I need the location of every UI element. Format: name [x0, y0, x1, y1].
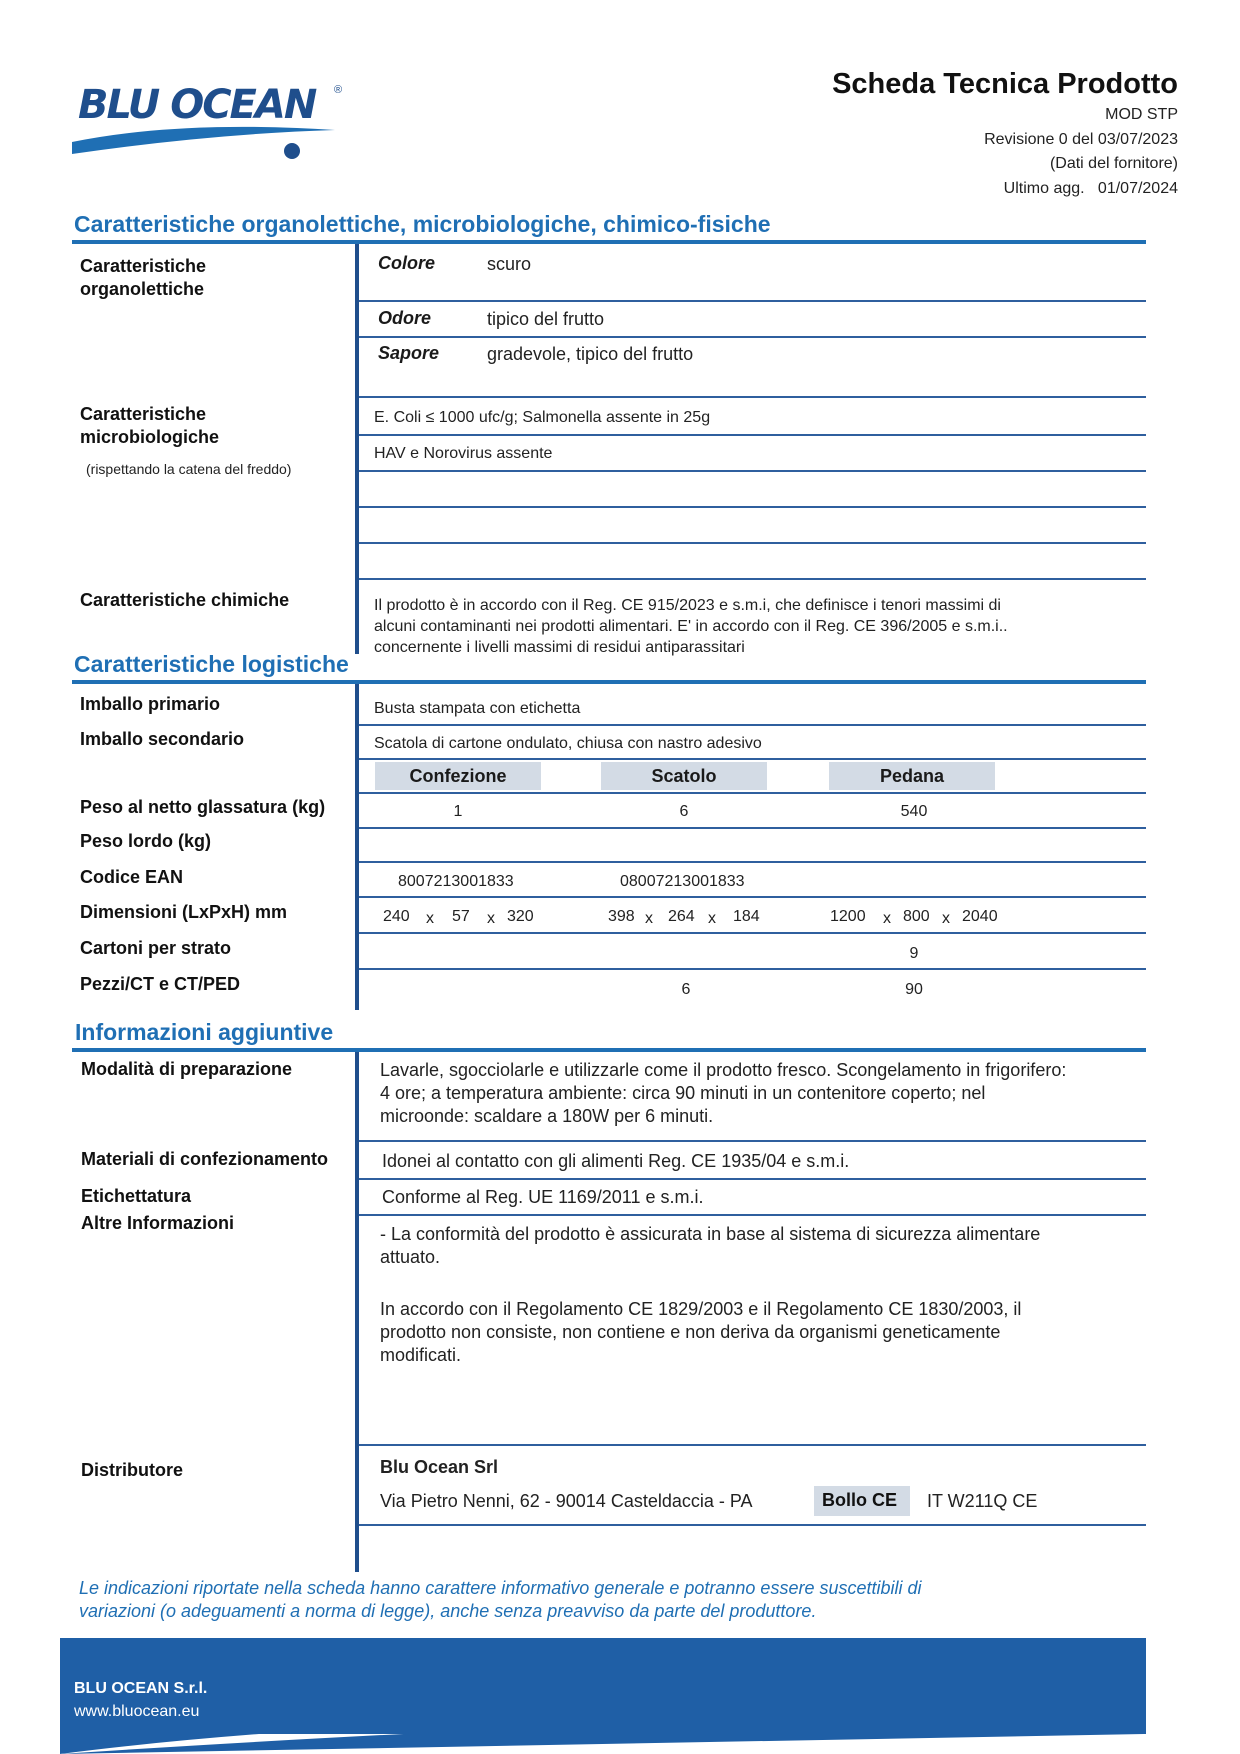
row-divider	[359, 542, 1146, 544]
row-divider	[359, 968, 1146, 970]
other-info-line-1a: - La conformità del prodotto è assicurata in base al sistema di sicurezza alimentare	[380, 1224, 1041, 1244]
gross-weight-label: Peso lordo (kg)	[80, 831, 212, 851]
logo-wave-icon	[70, 82, 350, 162]
distributor-address: Via Pietro Nenni, 62 - 90014 Casteldaccia - PA	[380, 1491, 753, 1511]
labeling-value: Conforme al Reg. UE 1169/2011 e s.m.i.	[382, 1187, 704, 1207]
net-weight-scatolo: 6	[679, 803, 689, 820]
row-divider	[359, 396, 1146, 398]
row-divider	[359, 758, 1146, 760]
net-weight-label: Peso al netto glassatura (kg)	[80, 797, 326, 817]
section-logistics-title: Caratteristiche logistiche	[74, 651, 349, 677]
packaging-materials-value: Idonei al contatto con gli alimenti Reg. CE 1935/04 e s.m.i.	[382, 1151, 850, 1171]
brand-logo	[70, 82, 350, 162]
dim-separator: x	[883, 910, 891, 927]
column-divider	[355, 244, 359, 654]
chemical-line-3: concernente i livelli massimi di residui antiparassitari	[374, 639, 745, 656]
secondary-packaging-value: Scatola di cartone ondulato, chiusa con nastro adesivo	[374, 735, 762, 752]
last-update	[1004, 180, 1178, 198]
preparation-label: Modalità di preparazione	[81, 1059, 293, 1079]
column-header-pedana: Pedana	[829, 762, 995, 790]
ean-label: Codice EAN	[80, 867, 184, 887]
primary-packaging-value: Busta stampata con etichetta	[374, 700, 581, 717]
section-additional-title: Informazioni aggiuntive	[75, 1019, 334, 1045]
dim-pedana-p: 800	[903, 908, 930, 925]
logo-text: BLU OCEAN	[78, 82, 316, 128]
column-divider	[355, 1052, 359, 1572]
dim-scatolo-l: 398	[608, 908, 635, 925]
odore-value: tipico del frutto	[487, 309, 605, 329]
preparation-line-1: Lavarle, sgocciolarle e utilizzarle come il prodotto fresco. Scongelamento in frigorifero:	[380, 1060, 1067, 1080]
dim-pedana-l: 1200	[830, 908, 866, 925]
ean-scatolo: 08007213001833	[620, 873, 745, 890]
disclaimer-line-1: Le indicazioni riportate nella scheda hanno carattere informativo generale e potranno essere suscettibili di	[79, 1578, 922, 1598]
row-divider	[359, 861, 1146, 863]
primary-packaging-label: Imballo primario	[80, 694, 221, 714]
cartons-per-layer-value: 9	[909, 945, 919, 962]
dim-separator: x	[487, 910, 495, 927]
section-divider	[72, 680, 1146, 684]
row-divider	[359, 827, 1146, 829]
pieces-label: Pezzi/CT e CT/PED	[80, 974, 241, 994]
packaging-materials-label: Materiali di confezionamento	[81, 1149, 329, 1169]
dim-confezione-l: 240	[383, 908, 410, 925]
row-divider	[359, 336, 1146, 338]
row-divider	[359, 506, 1146, 508]
labeling-label: Etichettatura	[81, 1186, 192, 1206]
revision-text: Revisione 0 del 03/07/2023	[984, 131, 1178, 148]
footer-bar	[60, 1684, 1146, 1734]
distributor-name: Blu Ocean Srl	[380, 1457, 499, 1477]
pieces-pedana: 90	[905, 981, 923, 998]
preparation-line-2: 4 ore; a temperatura ambiente: circa 90 minuti in un contenitore coperto; nel	[380, 1083, 986, 1103]
ean-confezione: 8007213001833	[398, 873, 514, 890]
dim-scatolo-p: 264	[668, 908, 695, 925]
supplier-note: (Dati del fornitore)	[1049, 155, 1178, 172]
row-divider	[359, 792, 1146, 794]
other-info-line-2b: prodotto non consiste, non contiene e non deriva da organismi geneticamente	[380, 1322, 1001, 1342]
chemical-label: Caratteristiche chimiche	[80, 590, 290, 610]
section-divider	[72, 1048, 1146, 1052]
section-organoleptic-title: Caratteristiche organolettiche, microbiologiche, chimico-fisiche	[74, 211, 771, 237]
pieces-scatolo: 6	[681, 981, 691, 998]
dim-scatolo-h: 184	[733, 908, 760, 925]
dim-confezione-h: 320	[507, 908, 534, 925]
row-divider	[359, 300, 1146, 302]
row-divider	[359, 434, 1146, 436]
last-update-label: Ultimo agg.	[1003, 180, 1085, 197]
footer-website[interactable]: www.bluocean.eu	[74, 1703, 200, 1720]
bollo-ce-label: Bollo CE	[822, 1490, 897, 1510]
micro-virus: HAV e Norovirus assente	[374, 445, 553, 462]
other-info-line-2c: modificati.	[380, 1345, 462, 1365]
bollo-ce-value: IT W211Q CE	[927, 1491, 1038, 1511]
secondary-packaging-label: Imballo secondario	[80, 729, 245, 749]
column-header-confezione: Confezione	[375, 762, 541, 790]
preparation-line-3: microonde: scaldare a 180W per 6 minuti.	[380, 1106, 714, 1126]
row-divider	[359, 1140, 1146, 1142]
microbiological-label: Caratteristiche microbiologiche	[80, 404, 220, 447]
row-divider	[359, 578, 1146, 580]
disclaimer-line-2: variazioni (o adeguamenti a norma di legge), anche senza preavviso da parte del produttore.	[79, 1601, 817, 1621]
micro-ecoli: E. Coli ≤ 1000 ufc/g; Salmonella assente in 25g	[374, 409, 711, 426]
logo-registered: ®	[334, 84, 343, 96]
row-divider	[359, 1178, 1146, 1180]
colore-key: Colore	[378, 253, 436, 273]
distributor-label: Distributore	[81, 1460, 184, 1480]
section-divider	[72, 240, 1146, 244]
cartons-per-layer-label: Cartoni per strato	[80, 938, 232, 958]
footer-company: BLU OCEAN S.r.l.	[74, 1680, 208, 1697]
other-info-line-2a: In accordo con il Regolamento CE 1829/2003 e il Regolamento CE 1830/2003, il	[380, 1299, 1022, 1319]
other-info-label: Altre Informazioni	[81, 1213, 235, 1233]
row-divider	[359, 896, 1146, 898]
net-weight-pedana: 540	[900, 803, 928, 820]
dim-separator: x	[645, 910, 653, 927]
dimensions-label: Dimensioni (LxPxH) mm	[80, 902, 288, 922]
organoleptic-label: Caratteristiche organolettiche	[80, 256, 207, 299]
sapore-value: gradevole, tipico del frutto	[487, 344, 694, 364]
mod-code: MOD STP	[1105, 106, 1178, 123]
column-header-scatolo: Scatolo	[601, 762, 767, 790]
row-divider	[359, 1214, 1146, 1216]
dim-separator: x	[708, 910, 716, 927]
sapore-key: Sapore	[378, 343, 440, 363]
row-divider	[359, 932, 1146, 934]
row-divider	[359, 1444, 1146, 1446]
row-divider	[359, 470, 1146, 472]
dim-separator: x	[942, 910, 950, 927]
chemical-line-2: alcuni contaminanti nei prodotti alimentari. E' in accordo con il Reg. CE 396/2005 e s.m.i..	[374, 618, 1008, 635]
dim-pedana-h: 2040	[962, 908, 998, 925]
chemical-line-1: Il prodotto è in accordo con il Reg. CE 915/2023 e s.m.i, che definisce i tenori massimi di	[374, 597, 1001, 614]
net-weight-confezione: 1	[453, 803, 463, 820]
dim-separator: x	[426, 910, 434, 927]
odore-key: Odore	[378, 308, 432, 328]
dim-confezione-p: 57	[452, 908, 470, 925]
row-divider	[359, 724, 1146, 726]
document-title: Scheda Tecnica Prodotto	[832, 68, 1178, 100]
last-update-date: 01/07/2024	[1097, 180, 1178, 197]
other-info-line-1b: attuato.	[380, 1247, 441, 1267]
microbiological-note: (rispettando la catena del freddo)	[86, 461, 292, 477]
row-divider	[359, 1524, 1146, 1526]
column-divider	[355, 684, 359, 1010]
colore-value: scuro	[487, 254, 532, 274]
